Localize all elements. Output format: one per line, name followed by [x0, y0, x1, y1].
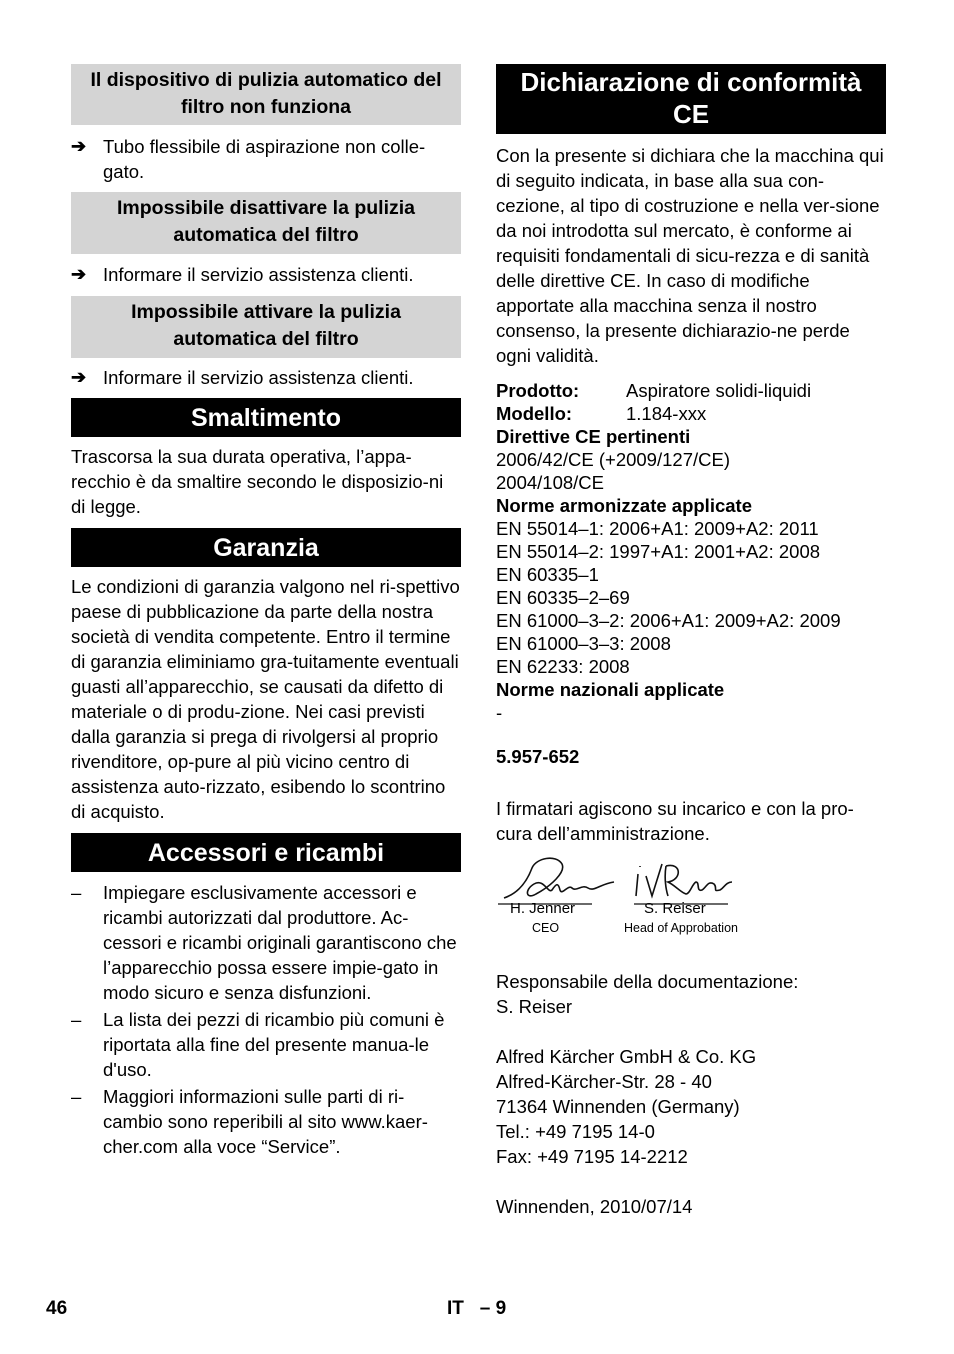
- directive-item: 2004/108/CE: [496, 472, 605, 493]
- section-heading: Impossibile disattivare la pulizia automatica del filtro: [71, 192, 461, 254]
- place-date: Winnenden, 2010/07/14: [496, 1196, 693, 1217]
- arrow-right-icon: ➔: [71, 367, 87, 387]
- address-block: [496, 1044, 886, 1169]
- signatory-1-name: H. Jenner: [510, 900, 576, 917]
- dash-bullet: –: [71, 1009, 82, 1030]
- right-column: [496, 64, 886, 1219]
- standard-item: EN 61000–3–3: 2008: [496, 633, 671, 654]
- arrow-right-icon: ➔: [71, 264, 87, 284]
- signatory-1-role: CEO: [532, 921, 560, 935]
- address-line: Alfred Kärcher GmbH & Co. KG: [496, 1046, 757, 1067]
- paragraph: Le condizioni di garanzia valgono nel ri-spettivo paese di pubblicazione da parte della nostra società di vendita competente. Entro il termine di garanzia eliminiamo gra-tuitamente eventuali guasti all’apparecchio, se causati da difetto di materiale o di produ-zione. Nei casi previsti dalla garanzia si prega di rivolgersi al proprio rivenditore, op-pure al più vicino centro di assistenza auto-rizzato, esibendo lo scontrino di acquisto.: [71, 576, 460, 822]
- section-heading: Impossibile attivare la pulizia automatica del filtro: [71, 296, 461, 358]
- section-heading-accessori: Accessori e ricambi: [71, 833, 461, 872]
- signatory-2-name: S. Reiser: [644, 900, 706, 917]
- address-line: Tel.: +49 7195 14-0: [496, 1121, 655, 1142]
- responsible-name: S. Reiser: [496, 996, 573, 1017]
- list-item: [71, 880, 461, 1005]
- dash-bullet: –: [71, 1086, 82, 1107]
- section-heading: Il dispositivo di pulizia automatico del filtro non funziona: [71, 64, 461, 125]
- page-number: 46: [46, 1298, 68, 1319]
- directive-item: 2006/42/CE (+2009/127/CE): [496, 449, 730, 470]
- list-item: [71, 1084, 461, 1159]
- standards-label: Norme armonizzate applicate: [496, 495, 752, 516]
- standard-item: EN 60335–1: [496, 564, 599, 585]
- list-item-text: Informare il servizio assistenza clienti.: [103, 367, 414, 388]
- signature-block: [496, 854, 886, 954]
- accessori-list: [71, 880, 461, 1159]
- standard-item: EN 60335–2–69: [496, 587, 630, 608]
- responsible-label: Responsabile della documentazione:: [496, 971, 799, 992]
- paragraph: I firmatari agiscono su incarico e con la pro-cura dell’amministrazione.: [496, 798, 854, 844]
- list-item: [71, 134, 461, 184]
- list-item-text: La lista dei pezzi di ricambio più comuni è riportata alla fine del presente manua-le d'uso.: [103, 1009, 445, 1080]
- section-heading-garanzia: Garanzia: [71, 528, 461, 567]
- standard-item: EN 62233: 2008: [496, 656, 630, 677]
- address-line: Alfred-Kärcher-Str. 28 - 40: [496, 1071, 712, 1092]
- product-label: Prodotto:: [496, 380, 580, 401]
- address-line: Fax: +49 7195 14-2212: [496, 1146, 688, 1167]
- list-item: [71, 365, 461, 390]
- list-item-text: Impiegare esclusivamente accessori e ricambi autorizzati dal produttore. Ac-cessori e ricambi originali garantiscono che l’apparecchio possa essere impie-gato in modo sicuro e senza disfunzioni.: [103, 882, 457, 1003]
- paragraph: Trascorsa la sua durata operativa, l’appa-recchio è da smaltire secondo le disposizio-ni di legge.: [71, 446, 444, 517]
- paragraph: Con la presente si dichiara che la macchina qui di seguito indicata, in base alla sua con-cezione, al tipo di costruzione e nella ver-sione da noi introdotta sul mercato, è conforme ai requisiti fondamentali di sicu-rezza e di sanità delle direttive CE. In caso di modifiche apportate alla macchina senza il nostro consenso, la presente dichiarazio-ne perde ogni validità.: [496, 145, 884, 366]
- language-page-indicator: IT – 9: [447, 1298, 507, 1319]
- standard-item: EN 61000–3–2: 2006+A1: 2009+A2: 2009: [496, 610, 841, 631]
- document-number: 5.957-652: [496, 746, 580, 767]
- address-line: 71364 Winnenden (Germany): [496, 1096, 740, 1117]
- national-standards-value: -: [496, 702, 503, 723]
- arrow-right-icon: ➔: [71, 136, 87, 156]
- model-label: Modello:: [496, 403, 573, 424]
- section-heading-smaltimento: Smaltimento: [71, 398, 461, 437]
- directives-label: Direttive CE pertinenti: [496, 426, 691, 447]
- left-column: [71, 64, 461, 1159]
- list-item-text: Tubo flessibile di aspirazione non colle-gato.: [103, 136, 426, 182]
- national-standards-label: Norme nazionali applicate: [496, 679, 725, 700]
- list-item: [71, 262, 461, 287]
- standard-item: EN 55014–2: 1997+A1: 2001+A2: 2008: [496, 541, 821, 562]
- product-value: Aspiratore solidi-liquidi: [626, 380, 812, 401]
- standard-item: EN 55014–1: 2006+A1: 2009+A2: 2011: [496, 518, 819, 539]
- list-item-text: Informare il servizio assistenza clienti.: [103, 264, 414, 285]
- section-heading-dichiarazione: Dichiarazione di conformità CE: [496, 64, 886, 134]
- model-value: 1.184-xxx: [626, 403, 707, 424]
- model-row: [496, 402, 886, 425]
- dash-bullet: –: [71, 882, 82, 903]
- product-row: [496, 379, 886, 402]
- list-item: [71, 1007, 461, 1082]
- list-item-text: Maggiori informazioni sulle parti di ri-cambio sono reperibili al sito www.kaer-cher.com alla voce “Service”.: [103, 1086, 428, 1157]
- signatory-2-role: Head of Approbation: [624, 921, 738, 935]
- product-details: [496, 379, 886, 724]
